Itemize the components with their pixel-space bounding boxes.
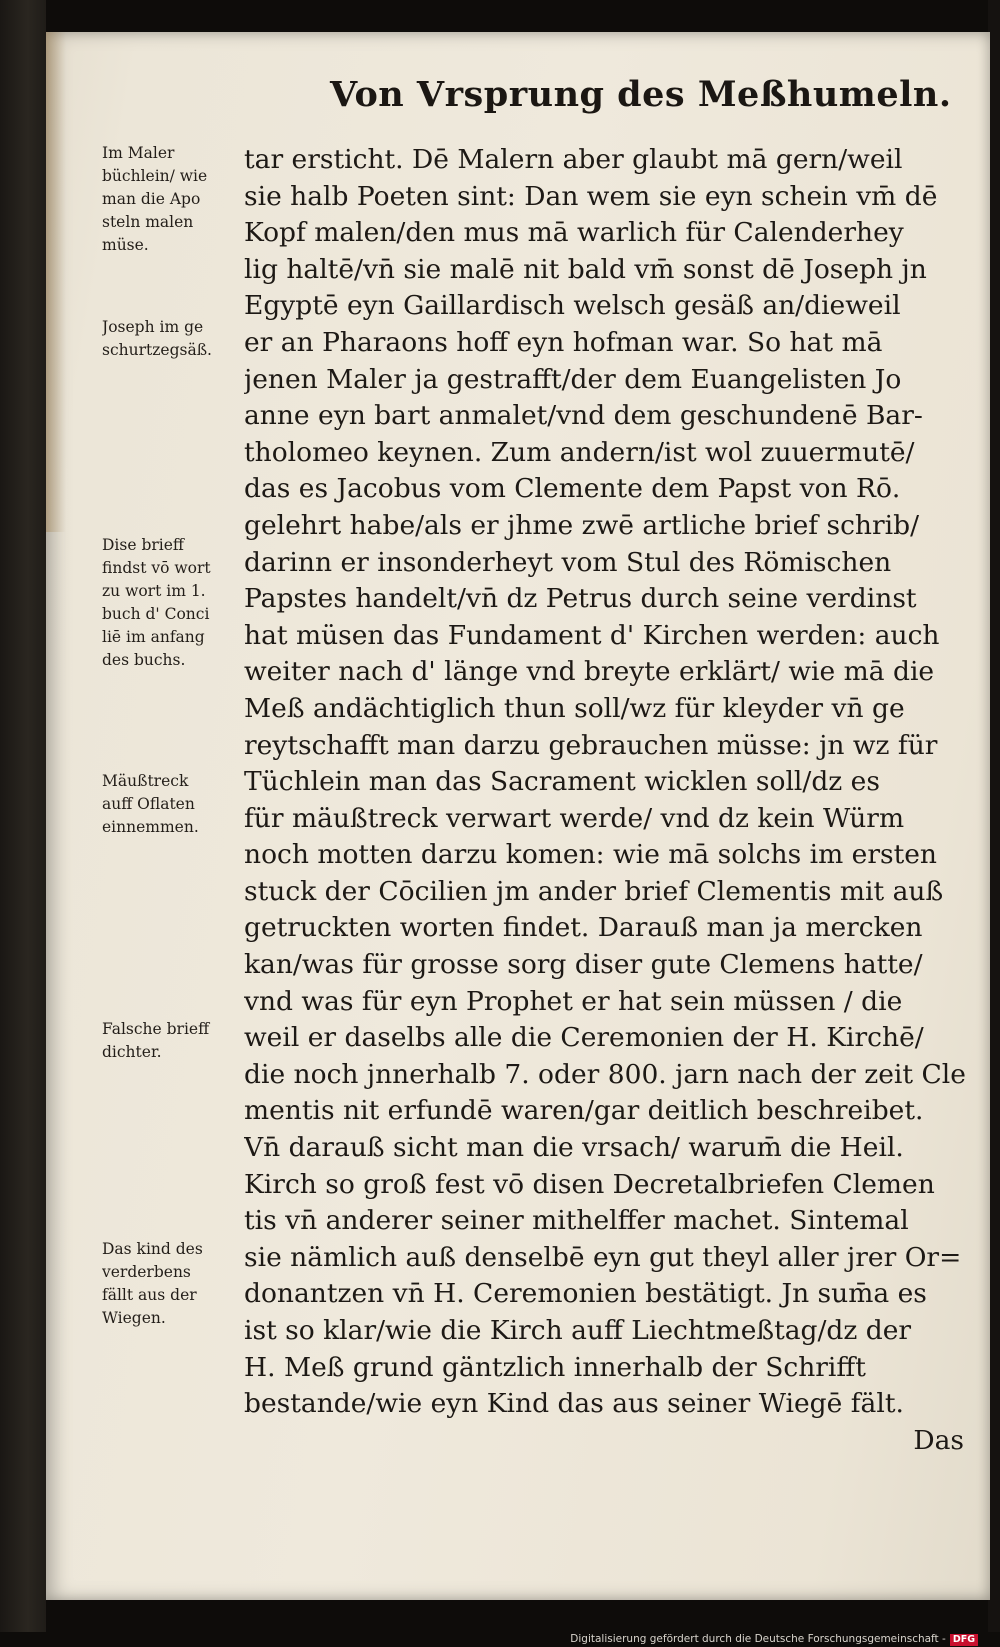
marginal-note xyxy=(102,534,240,672)
text-line: anne eyn bart anmalet/vnd dem geschundenē Bar- xyxy=(244,400,923,432)
text-line: er an Pharaons hoff eyn hofman war. So hat mā xyxy=(244,326,883,358)
text-line: hat müsen das Fundament d' Kirchen werden: auch xyxy=(244,619,940,651)
text-line: Meß andächtiglich thun soll/wz für kleyder vn̄ ge xyxy=(244,692,905,724)
text-line: sie halb Poeten sint: Dan wem sie eyn schein vm̄ dē xyxy=(244,180,938,212)
text-line: donantzen vn̄ H. Ceremonien bestätigt. Jn sum̄a es xyxy=(244,1278,927,1310)
text-line: tholomeo keynen. Zum andern/ist wol zuuermutē/ xyxy=(244,436,915,468)
text-line: bestande/wie eyn Kind das aus seiner Wiegē fält. xyxy=(244,1388,904,1420)
running-header: Von Vrsprung des Meßhumeln. xyxy=(330,74,952,115)
text-line: jenen Maler ja gestrafft/der dem Euangelisten Jo xyxy=(244,363,902,395)
text-line: noch motten darzu komen: wie mā solchs im ersten xyxy=(244,839,937,871)
text-line: tar ersticht. Dē Malern aber glaubt mā gern/weil xyxy=(244,144,903,175)
marginal-note-line: buch d' Conci xyxy=(102,605,210,623)
text-line: stuck der Cōcilien jm ander brief Clementis mit auß xyxy=(244,875,944,907)
catchword: Das xyxy=(913,1424,964,1456)
marginal-note-line: büchlein/ wie xyxy=(102,167,208,185)
text-line: darinn er insonderheyt vom Stul des Römischen xyxy=(244,546,892,578)
marginal-note-line: Im Maler xyxy=(102,144,175,162)
text-line: für mäußtreck verwart werde/ vnd dz kein Würm xyxy=(244,802,905,834)
dfg-logo: DFG xyxy=(950,1634,978,1646)
marginal-note-line: dichter. xyxy=(102,1043,162,1061)
text-line: getruckten worten findet. Darauß man ja mercken xyxy=(244,912,923,944)
text-line: die noch jnnerhalb 7. oder 800. jarn nach der zeit Cle xyxy=(244,1058,966,1090)
text-line: Vn̄ darauß sicht man die vrsach/ warum̄ die Heil. xyxy=(244,1132,904,1164)
page-stain xyxy=(46,32,66,532)
text-line: ist so klar/wie die Kirch auff Liechtmeßtag/dz der xyxy=(244,1315,912,1346)
text-line: Kirch so groß fest vō disen Decretalbriefen Clemen xyxy=(244,1168,935,1200)
text-line: Papstes handelt/vn̄ dz Petrus durch seine verdinst xyxy=(244,583,917,615)
marginal-note-line: auff Oflaten xyxy=(102,795,195,813)
text-line: mentis nit erfundē waren/gar deitlich beschreibet. xyxy=(244,1095,924,1127)
digitization-credit xyxy=(570,1632,978,1647)
marginal-note-line: schurtzegsäß. xyxy=(102,341,212,359)
marginal-note-line: fällt aus der xyxy=(102,1286,197,1304)
text-line: Tüchlein man das Sacrament wicklen soll/dz es xyxy=(244,766,880,798)
marginal-note-line: zu wort im 1. xyxy=(102,582,206,600)
marginal-note-line: Dise brieff xyxy=(102,536,184,554)
marginal-note-line: Falsche brieff xyxy=(102,1020,210,1038)
marginal-note-line: des buchs. xyxy=(102,651,186,669)
text-line: lig haltē/vn̄ sie malē nit bald vm̄ sonst dē Joseph jn xyxy=(244,253,927,285)
main-text-block xyxy=(244,142,972,1459)
text-line: weil er daselbs alle die Ceremonien der H. Kirchē/ xyxy=(244,1022,924,1054)
marginal-note-line: man die Apo xyxy=(102,190,201,208)
text-line: reytschafft man darzu gebrauchen müsse: jn wz für xyxy=(244,729,938,761)
text-line: Egyptē eyn Gaillardisch welsch gesäß an/dieweil xyxy=(244,290,901,322)
marginal-note-line: Das kind des xyxy=(102,1240,203,1258)
marginal-note-line: müse. xyxy=(102,236,149,254)
text-line: tis vn̄ anderer seiner mithelffer machet. Sintemal xyxy=(244,1205,909,1237)
text-line: gelehrt habe/als er jhme zwē artliche brief schrib/ xyxy=(244,509,920,541)
text-line: das es Jacobus vom Clemente dem Papst von Rō. xyxy=(244,473,901,505)
book-spine-edge xyxy=(0,0,46,1647)
footer-text: Digitalisierung gefördert durch die Deutsche Forschungsgemeinschaft - xyxy=(570,1633,946,1645)
text-line: kan/was für grosse sorg diser gute Clemens hatte/ xyxy=(244,949,923,981)
marginal-note-line: Joseph im ge xyxy=(102,318,204,336)
marginal-note-line: findst vō wort xyxy=(102,559,211,577)
text-line: H. Meß grund gäntzlich innerhalb der Schrifft xyxy=(244,1351,866,1383)
marginal-note xyxy=(102,142,240,257)
marginal-note-line: einnemmen. xyxy=(102,818,199,836)
marginal-note xyxy=(102,1238,240,1330)
marginal-note-line: Wiegen. xyxy=(102,1309,166,1327)
text-line: Kopf malen/den mus mā warlich für Calenderhey xyxy=(244,217,904,249)
text-line: vnd was für eyn Prophet er hat sein müssen / die xyxy=(244,985,903,1017)
marginal-note-line: Mäußtreck xyxy=(102,772,189,790)
marginal-note-line: liē im anfang xyxy=(102,628,205,646)
marginal-note xyxy=(102,770,240,839)
marginal-note xyxy=(102,1018,240,1064)
marginal-note-line: verderbens xyxy=(102,1263,191,1281)
marginal-note-line: steln malen xyxy=(102,213,194,231)
text-line: sie nämlich auß denselbē eyn gut theyl aller jrer Or= xyxy=(244,1241,962,1273)
text-line: weiter nach d' länge vnd breyte erklärt/ wie mā die xyxy=(244,656,935,688)
marginal-note xyxy=(102,316,240,362)
